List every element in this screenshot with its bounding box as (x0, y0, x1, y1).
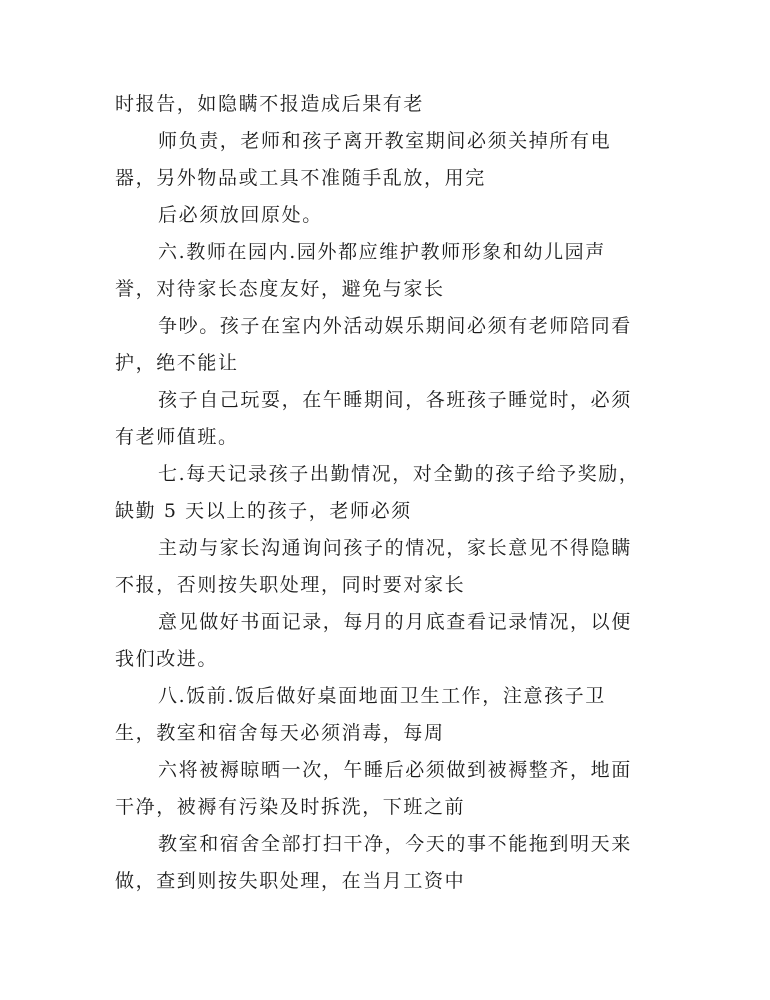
text-line (115, 641, 640, 678)
text-line-content: 主动与家长沟通询问孩子的情况，家长意见不得隐瞒 (158, 537, 632, 559)
text-line-content: 师负责，老师和孩子离开教室期间必须关掉所有电 (158, 130, 612, 152)
text-line-content: 争吵。孩子在室内外活动娱乐期间必须有老师陪同看 (158, 315, 632, 337)
text-line-content: 器，另外物品或工具不准随手乱放，用完 (115, 167, 486, 189)
text-line (115, 382, 640, 419)
text-line-content: 生，教室和宿舍每天必须消毒，每周 (115, 722, 445, 744)
text-line-content: 教室和宿舍全部打扫干净，今天的事不能拖到明天来 (158, 833, 632, 855)
text-line-content: 七.每天记录孩子出勤情况，对全勤的孩子给予奖励， (158, 463, 640, 485)
text-line-content: 六.教师在园内.园外都应维护教师形象和幼儿园声 (158, 241, 606, 263)
text-line-content: 我们改进。 (115, 648, 219, 670)
text-line-content: 缺勤 5 天以上的孩子，老师必须 (115, 500, 412, 522)
text-line-content: 誉，对待家长态度友好，避免与家长 (115, 278, 445, 300)
text-line-content: 不报，否则按失职处理，同时要对家长 (115, 574, 466, 596)
text-line (115, 271, 640, 308)
document-body (115, 86, 640, 900)
text-line (115, 419, 640, 456)
text-line-content: 干净，被褥有污染及时拆洗，下班之前 (115, 796, 466, 818)
text-line (115, 863, 640, 900)
text-line-content: 后必须放回原处。 (158, 204, 323, 226)
text-line (115, 197, 640, 234)
text-line-content: 孩子自己玩耍，在午睡期间，各班孩子睡觉时，必须 (158, 389, 632, 411)
text-line-content: 护，绝不能让 (115, 352, 239, 374)
text-line (115, 715, 640, 752)
text-line (115, 456, 640, 493)
text-line (115, 567, 640, 604)
text-line-content: 时报告，如隐瞒不报造成后果有老 (115, 93, 425, 115)
text-line (115, 752, 640, 789)
text-line (115, 308, 640, 345)
text-line (115, 123, 640, 160)
text-line (115, 160, 640, 197)
text-line (115, 234, 640, 271)
text-line-content: 六将被褥晾晒一次，午睡后必须做到被褥整齐，地面 (158, 759, 632, 781)
text-line (115, 86, 640, 123)
text-line (115, 604, 640, 641)
text-line (115, 493, 640, 530)
text-line (115, 826, 640, 863)
text-line (115, 530, 640, 567)
text-line (115, 345, 640, 382)
text-line-content: 有老师值班。 (115, 426, 239, 448)
text-line-content: 八.饭前.饭后做好桌面地面卫生工作，注意孩子卫 (158, 685, 606, 707)
text-line-content: 做，查到则按失职处理，在当月工资中 (115, 870, 466, 892)
text-line-content: 意见做好书面记录，每月的月底查看记录情况，以便 (158, 611, 632, 633)
text-line (115, 789, 640, 826)
text-line (115, 678, 640, 715)
